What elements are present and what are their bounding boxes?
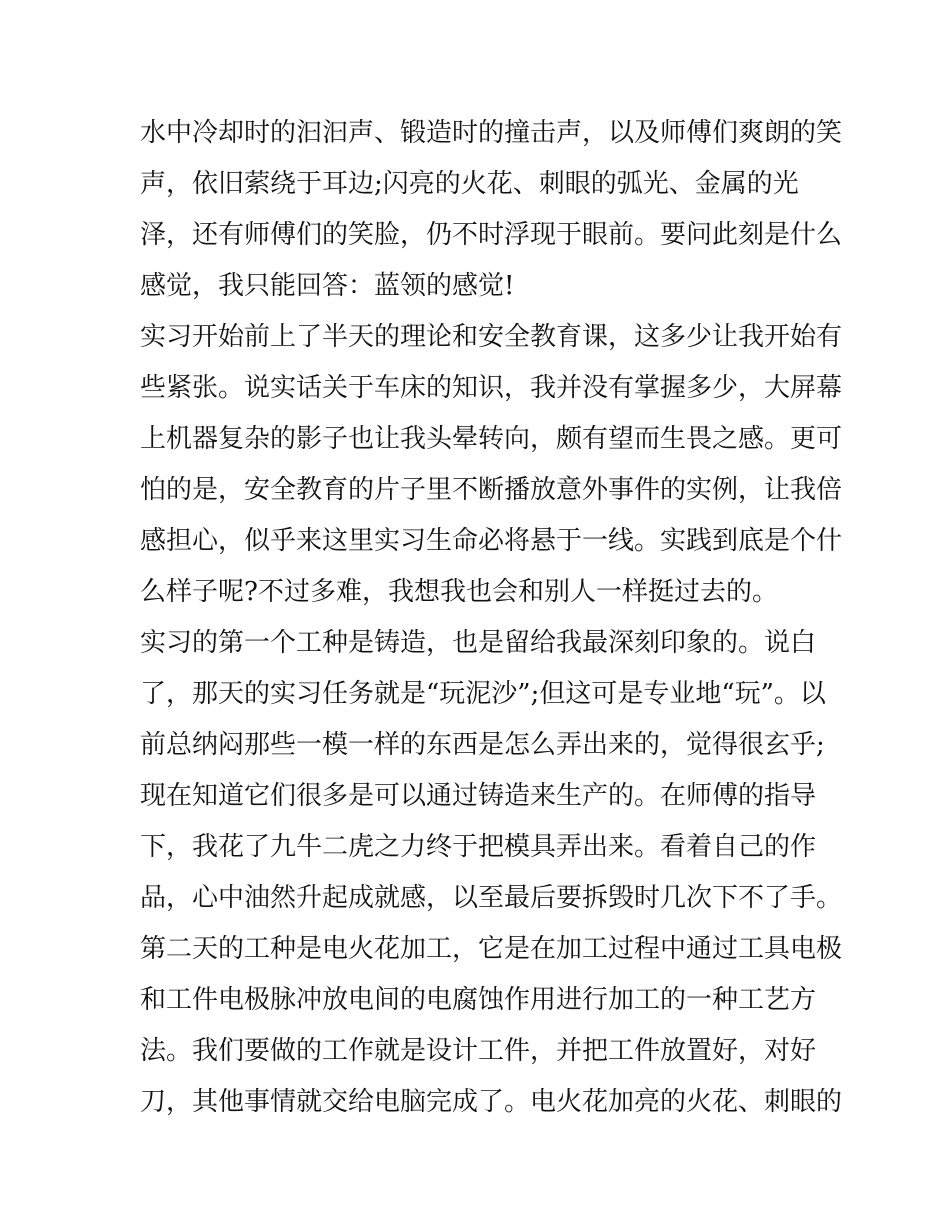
text-line: 泽，还有师傅们的笑脸，仍不时浮现于眼前。要问此刻是什么 [140, 220, 843, 250]
text-line: 么样子呢?不过多难，我想我也会和别人一样挺过去的。 [140, 577, 778, 607]
text-line: 感觉，我只能回答：蓝领的感觉! [140, 271, 515, 301]
text-line: 现在知道它们很多是可以通过铸造来生产的。在师傅的指导 [140, 781, 817, 811]
document-body [140, 108, 843, 1128]
text-line: 实习开始前上了半天的理论和安全教育课，这多少让我开始有 [140, 322, 843, 352]
text-line: 水中冷却时的汩汩声、锻造时的撞击声，以及师傅们爽朗的笑 [140, 118, 843, 148]
text-line: 怕的是，安全教育的片子里不断播放意外事件的实例，让我倍 [140, 475, 843, 505]
text-line: 实习的第一个工种是铸造，也是留给我最深刻印象的。说白 [140, 628, 817, 658]
text-line: 下，我花了九牛二虎之力终于把模具弄出来。看着自己的作 [140, 832, 817, 862]
text-line: 前总纳闷那些一模一样的东西是怎么弄出来的，觉得很玄乎; [140, 730, 825, 760]
text-line: 刀，其他事情就交给电脑完成了。电火花加亮的火花、刺眼的 [140, 1087, 843, 1117]
text-line: 了，那天的实习任务就是“玩泥沙”;但这可是专业地“玩”。以 [140, 679, 826, 709]
text-line: 感担心，似乎来这里实习生命必将悬于一线。实践到底是个什 [140, 526, 843, 556]
text-line: 和工件电极脉冲放电间的电腐蚀作用进行加工的一种工艺方 [140, 985, 817, 1015]
text-line: 些紧张。说实话关于车床的知识，我并没有掌握多少，大屏幕 [140, 373, 843, 403]
text-line: 第二天的工种是电火花加工，它是在加工过程中通过工具电极 [140, 934, 843, 964]
text-line: 上机器复杂的影子也让我头晕转向，颇有望而生畏之感。更可 [140, 424, 843, 454]
text-line: 法。我们要做的工作就是设计工件，并把工件放置好，对好 [140, 1036, 817, 1066]
text-line: 声，依旧萦绕于耳边;闪亮的火花、刺眼的弧光、金属的光 [140, 169, 799, 199]
text-line: 品，心中油然升起成就感，以至最后要拆毁时几次下不了手。 [140, 883, 843, 913]
